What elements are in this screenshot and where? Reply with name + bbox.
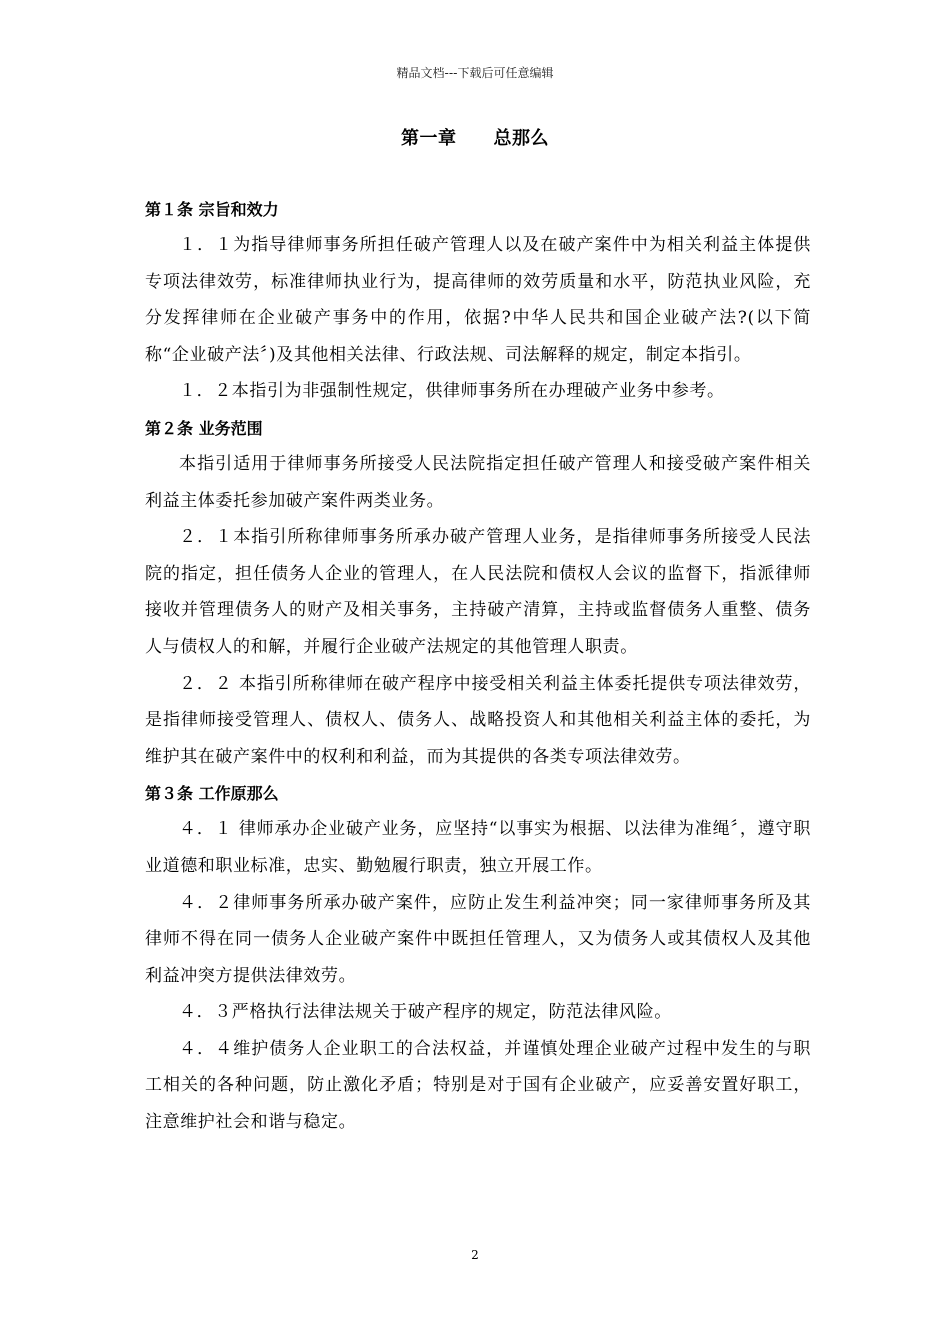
chapter-title: 第一章 总那么 <box>401 128 549 149</box>
paragraph: ４．３严格执行法律法规关于破产程序的规定，防范法律风险。 <box>179 1002 672 1023</box>
paragraph: １．２本指引为非强制性规定，供律师事务所在办理破产业务中参考。 <box>179 381 725 402</box>
paragraph: 本指引适用于律师事务所接受人民法院指定担任破产管理人和接受破产案件相关利益主体委托参加破产案件两类业务。 <box>145 453 811 511</box>
paragraph: １．１为指导律师事务所担任破产管理人以及在破产案件中为相关利益主体提供专项法律效劳，标准律师执业行为，提高律师的效劳质量和水平，防范执业风险，充分发挥律师在企业破产事务中的作用，依据?中华人民共和国企业破产法?(以下简称“企业破产法〞)及其他相关法律、行政法规、司法解释的规定，制定本指引。 <box>145 235 811 365</box>
paragraph: ２．２ 本指引所称律师在破产程序中接受相关利益主体委托提供专项法律效劳，是指律师接受管理人、债权人、债务人、战略投资人和其他相关利益主体的委托，为维护其在破产案件中的权利和利益，而为其提供的各类专项法律效劳。 <box>145 673 811 767</box>
paragraph: ４．４维护债务人企业职工的合法权益，并谨慎处理企业破产过程中发生的与职工相关的各种问题，防止激化矛盾；特别是对于国有企业破产，应妥善安置好职工，注意维护社会和谐与稳定。 <box>145 1038 811 1133</box>
paragraph: ２．１本指引所称律师事务所承办破产管理人业务，是指律师事务所接受人民法院的指定，担任债务人企业的管理人，在人民法院和债权人会议的监督下，指派律师接收并管理债务人的财产及相关事务，主持破产清算，主持或监督债务人重整、债务人与债权人的和解，并履行企业破产法规定的其他管理人职责。 <box>145 527 811 657</box>
header-note: 精品文档---下载后可任意编辑 <box>396 66 554 80</box>
section-1 <box>145 197 811 410</box>
paragraph: ４．２律师事务所承办破产案件，应防止发生利益冲突；同一家律师事务所及其律师不得在同一债务人企业破产案件中既担任管理人，又为债务人或其债权人及其他利益冲突方提供法律效劳。 <box>145 892 811 986</box>
section-heading: 第２条 业务范围 <box>145 418 263 438</box>
section-heading: 第３条 工作原那么 <box>145 784 279 804</box>
paragraph: ４．１ 律师承办企业破产业务，应坚持“以事实为根据、以法律为准绳〞，遵守职业道德和职业标准，忠实、勤勉履行职责，独立开展工作。 <box>145 819 811 876</box>
section-heading: 第１条 宗旨和效力 <box>145 200 279 219</box>
section-3 <box>145 781 811 1140</box>
section-2 <box>145 416 811 775</box>
page-number: 2 <box>471 1248 479 1262</box>
document-body <box>145 191 811 1141</box>
